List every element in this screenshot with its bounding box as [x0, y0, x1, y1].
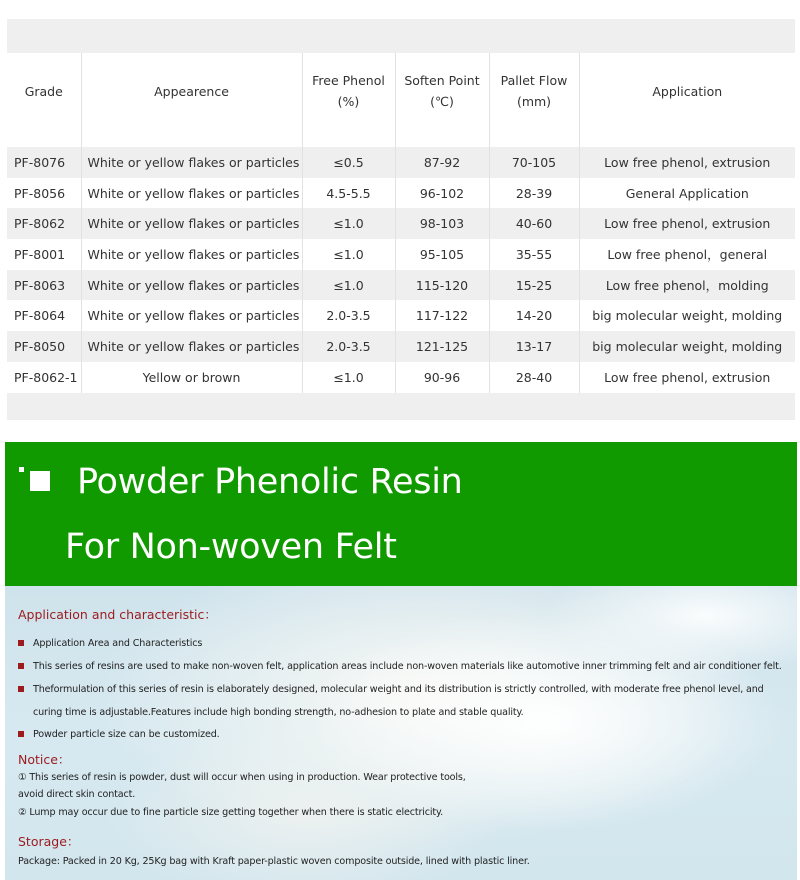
banner-subtitle: For Non-woven Felt: [65, 527, 397, 567]
table-row: [7, 147, 795, 178]
cell-appearance: White or yellow flakes or particles: [81, 208, 302, 239]
cell-application: big molecular weight, molding: [592, 308, 783, 324]
cell-pallet-flow: 14-20: [489, 300, 579, 331]
cell-pallet-flow: 35-55: [489, 239, 579, 270]
square-bullet-icon: [18, 731, 24, 737]
storage-title: Storage：: [18, 834, 80, 849]
cell-free-phenol: 4.5-5.5: [302, 178, 395, 209]
table-row: [7, 208, 795, 239]
table-row: [7, 331, 795, 362]
cell-free-phenol: ≤1.0: [302, 362, 395, 393]
square-bullet-icon: [30, 471, 50, 491]
square-bullet-icon: [18, 663, 24, 669]
cell-application: Low free phenol，molding: [605, 278, 769, 294]
cell-soften-point: 95-105: [395, 239, 489, 270]
header-appearance: [81, 53, 302, 147]
notice-title: Notice：: [18, 752, 71, 767]
header-soften-point-label: Soften Point: [404, 73, 480, 88]
cell-grade: PF-8001: [7, 239, 81, 270]
bullet-text: Powder particle size can be customized.: [33, 729, 220, 740]
table-row: [7, 178, 795, 209]
bullet-item: [18, 661, 782, 672]
cell-appearance: White or yellow flakes or particles: [81, 270, 302, 301]
header-free-phenol-unit: (%): [337, 94, 360, 109]
cell-pallet-flow: 70-105: [489, 147, 579, 178]
header-pallet-flow-unit: (mm): [516, 94, 552, 109]
square-bullet-icon: [18, 640, 24, 646]
header-grade: [7, 53, 81, 147]
cell-soften-point: 117-122: [395, 300, 489, 331]
cell-free-phenol: ≤1.0: [302, 239, 395, 270]
cell-pallet-flow: 40-60: [489, 208, 579, 239]
table-bottom-band: [7, 393, 795, 420]
header-free-phenol: [302, 53, 395, 147]
cell-application: General Application: [625, 185, 749, 201]
product-banner: [5, 442, 797, 586]
header-free-phenol-label: Free Phenol: [312, 73, 385, 88]
cell-appearance: White or yellow flakes or particles: [81, 300, 302, 331]
cell-grade: PF-8064: [7, 300, 81, 331]
header-pallet-flow-label: Pallet Flow: [500, 73, 568, 88]
cell-application: big molecular weight, molding: [592, 338, 783, 354]
cell-appearance: Yellow or brown: [81, 362, 302, 393]
bullet-continuation: curing time is adjustable.Features include high bonding strength, no-adhesion to plate and stable quality.: [33, 707, 524, 718]
notice-item-2: ② Lump may occur due to fine particle size getting together when there is static electricity.: [18, 807, 444, 818]
cell-soften-point: 96-102: [395, 178, 489, 209]
cell-free-phenol: ≤1.0: [302, 208, 395, 239]
header-soften-point-unit: (℃): [430, 94, 454, 109]
header-application: [579, 53, 795, 147]
cell-application: Low free phenol, extrusion: [604, 216, 771, 232]
cell-pallet-flow: 15-25: [489, 270, 579, 301]
cell-appearance: White or yellow flakes or particles: [81, 239, 302, 270]
header-pallet-flow: [489, 53, 579, 147]
spec-table: [7, 53, 795, 393]
header-appearance-label: Appearence: [154, 83, 229, 99]
square-bullet-icon: [18, 686, 24, 692]
cell-application: Low free phenol, extrusion: [604, 154, 771, 170]
cell-application: Low free phenol，general: [607, 247, 768, 263]
application-title: Application and characteristic：: [18, 607, 217, 622]
cell-free-phenol: 2.0-3.5: [302, 300, 395, 331]
bullet-item: [18, 729, 220, 740]
notice-item-1-continuation: avoid direct skin contact.: [18, 789, 136, 800]
cell-grade: PF-8050: [7, 331, 81, 362]
cell-pallet-flow: 28-39: [489, 178, 579, 209]
notice-item-1: ① This series of resin is powder, dust will occur when using in production. Wear protective tools,: [18, 772, 466, 783]
cell-grade: PF-8062-1: [7, 362, 81, 393]
cell-grade: PF-8076: [7, 147, 81, 178]
cell-application: Low free phenol, extrusion: [604, 369, 771, 385]
table-row: [7, 300, 795, 331]
cell-soften-point: 121-125: [395, 331, 489, 362]
product-info-section: [5, 586, 797, 880]
table-row: [7, 239, 795, 270]
header-soften-point: [395, 53, 489, 147]
cell-soften-point: 115-120: [395, 270, 489, 301]
cell-grade: PF-8063: [7, 270, 81, 301]
storage-text: Package: Packed in 20 Kg, 25Kg bag with Kraft paper-plastic woven composite outside, lined with plastic liner.: [18, 856, 530, 867]
bullet-item: [18, 684, 764, 695]
cell-soften-point: 90-96: [395, 362, 489, 393]
header-application-label: Application: [652, 83, 723, 99]
bullet-text: Theformulation of this series of resin is elaborately designed, molecular weight and its distribution is strictly controlled, with moderate free phenol level, and: [33, 684, 764, 695]
header-grade-label: Grade: [24, 83, 63, 99]
table-header-row: [7, 53, 795, 147]
spec-table-container: [7, 19, 795, 420]
cell-grade: PF-8056: [7, 178, 81, 209]
cell-grade: PF-8062: [7, 208, 81, 239]
small-square-icon: [19, 467, 24, 472]
cell-appearance: White or yellow flakes or particles: [81, 178, 302, 209]
cell-pallet-flow: 28-40: [489, 362, 579, 393]
cell-appearance: White or yellow flakes or particles: [81, 147, 302, 178]
bullet-item: [18, 638, 202, 649]
cell-appearance: White or yellow flakes or particles: [81, 331, 302, 362]
bullet-text: Application Area and Characteristics: [33, 638, 203, 649]
bullet-text: This series of resins are used to make non-woven felt, application areas include non-woven materials like automotive inner trimming felt and air conditioner felt.: [33, 661, 782, 672]
cell-free-phenol: ≤1.0: [302, 270, 395, 301]
table-top-band: [7, 19, 795, 53]
cell-free-phenol: 2.0-3.5: [302, 331, 395, 362]
banner-title: Powder Phenolic Resin: [77, 462, 463, 502]
cell-pallet-flow: 13-17: [489, 331, 579, 362]
cell-free-phenol: ≤0.5: [302, 147, 395, 178]
table-row: [7, 362, 795, 393]
cell-soften-point: 87-92: [395, 147, 489, 178]
table-row: [7, 270, 795, 301]
cell-soften-point: 98-103: [395, 208, 489, 239]
